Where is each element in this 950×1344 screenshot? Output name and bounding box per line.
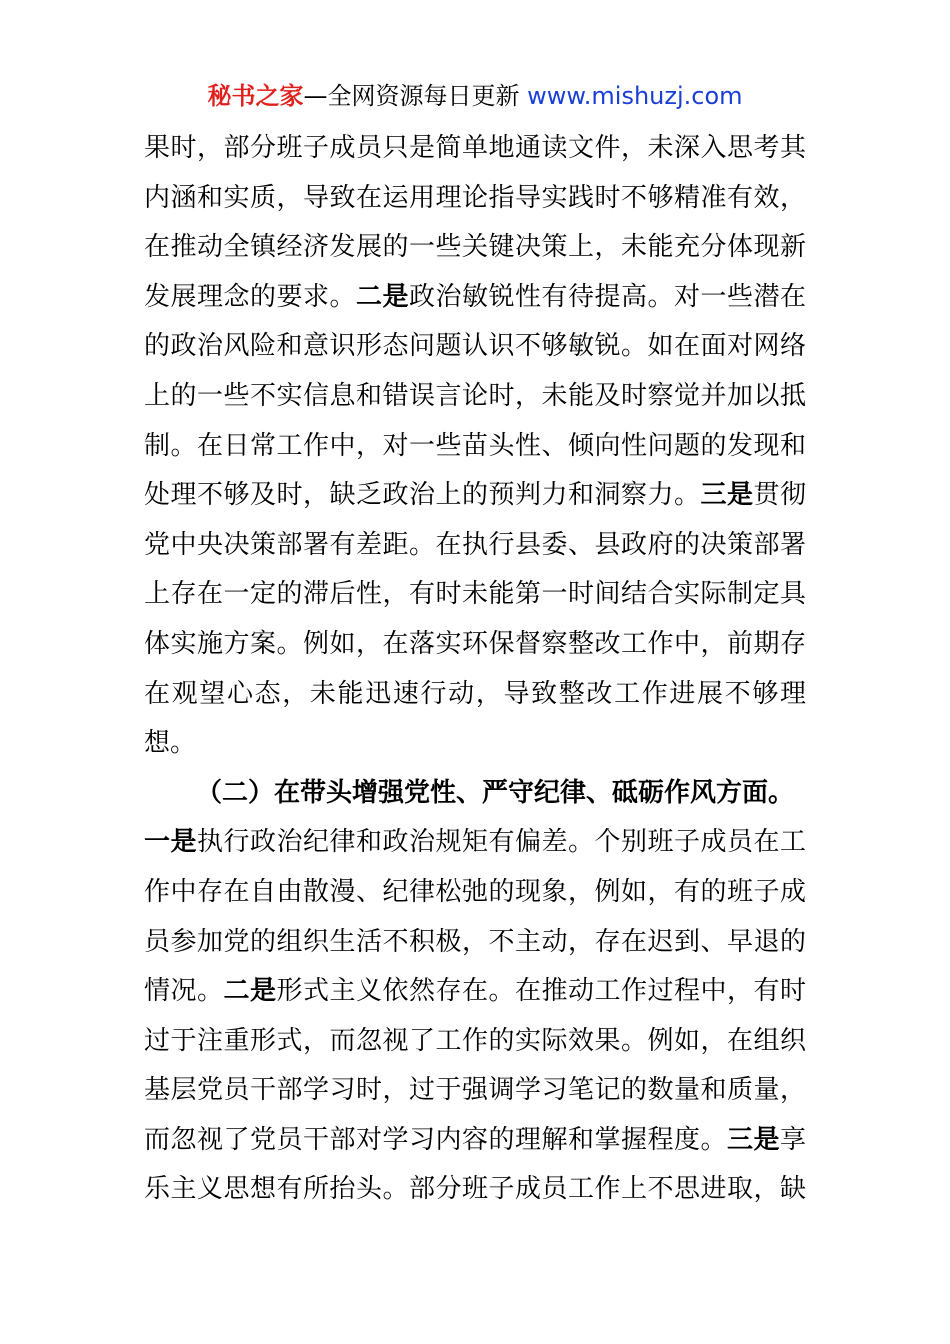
text-line: 体实施方案。例如，在落实环保督察整改工作中，前期存	[144, 628, 806, 659]
text-line: 过于注重形式，而忽视了工作的实际效果。例如，在组织	[144, 1025, 806, 1056]
text-line: 处理不够及时，缺乏政治上的预判力和洞察力。三是贯彻	[144, 480, 806, 511]
point-marker: 二是	[356, 281, 409, 312]
text-line: 乐主义思想有所抬头。部分班子成员工作上不思进取，缺	[144, 1174, 806, 1205]
point-marker: 二是	[223, 976, 277, 1007]
text-line: 一是执行政治纪律和政治规矩有偏差。个别班子成员在工	[144, 827, 806, 858]
text-line: 基层党员干部学习时，过于强调学习笔记的数量和质量，	[144, 1075, 806, 1106]
text-line: 在推动全镇经济发展的一些关键决策上，未能充分体现新	[144, 232, 806, 263]
text-line: 想。	[144, 728, 197, 759]
text-line: 果时，部分班子成员只是简单地通读文件，未深入思考其	[144, 133, 806, 163]
point-marker: 三是	[726, 1124, 780, 1155]
section-heading: （二）在带头增强党性、严守纪律、砥砺作风方面。	[196, 777, 795, 808]
site-url-link[interactable]: www.mishuzj.com	[527, 82, 743, 110]
site-header	[0, 80, 950, 112]
text-line: 作中存在自由散漫、纪律松弛的现象，例如，有的班子成	[144, 876, 806, 907]
text-line: 制。在日常工作中，对一些苗头性、倾向性问题的发现和	[144, 430, 806, 461]
text-line: 上的一些不实信息和错误言论时，未能及时察觉并加以抵	[144, 380, 806, 411]
point-marker: 一是	[144, 827, 197, 858]
point-marker: 三是	[700, 480, 754, 511]
text-line: 上存在一定的滞后性，有时未能第一时间结合实际制定具	[144, 579, 806, 610]
text-line: 情况。二是形式主义依然存在。在推动工作过程中，有时	[144, 976, 806, 1007]
document-body	[144, 124, 806, 1215]
text-line: 内涵和实质，导致在运用理论指导实践时不够精准有效，	[144, 182, 806, 213]
site-brand: 秘书之家	[207, 82, 304, 110]
text-line: 的政治风险和意识形态问题认识不够敏锐。如在面对网络	[144, 331, 806, 362]
text-line: 在观望心态，未能迅速行动，导致整改工作进展不够理	[144, 678, 806, 709]
text-line: 员参加党的组织生活不积极，不主动，存在迟到、早退的	[144, 926, 806, 957]
text-line: 党中央决策部署有差距。在执行县委、县政府的决策部署	[144, 529, 806, 560]
text-line: 而忽视了党员干部对学习内容的理解和掌握程度。三是享	[144, 1124, 806, 1155]
text-line: 发展理念的要求。二是政治敏锐性有待提高。对一些潜在	[144, 281, 806, 312]
site-tagline: —全网资源每日更新	[303, 82, 520, 110]
